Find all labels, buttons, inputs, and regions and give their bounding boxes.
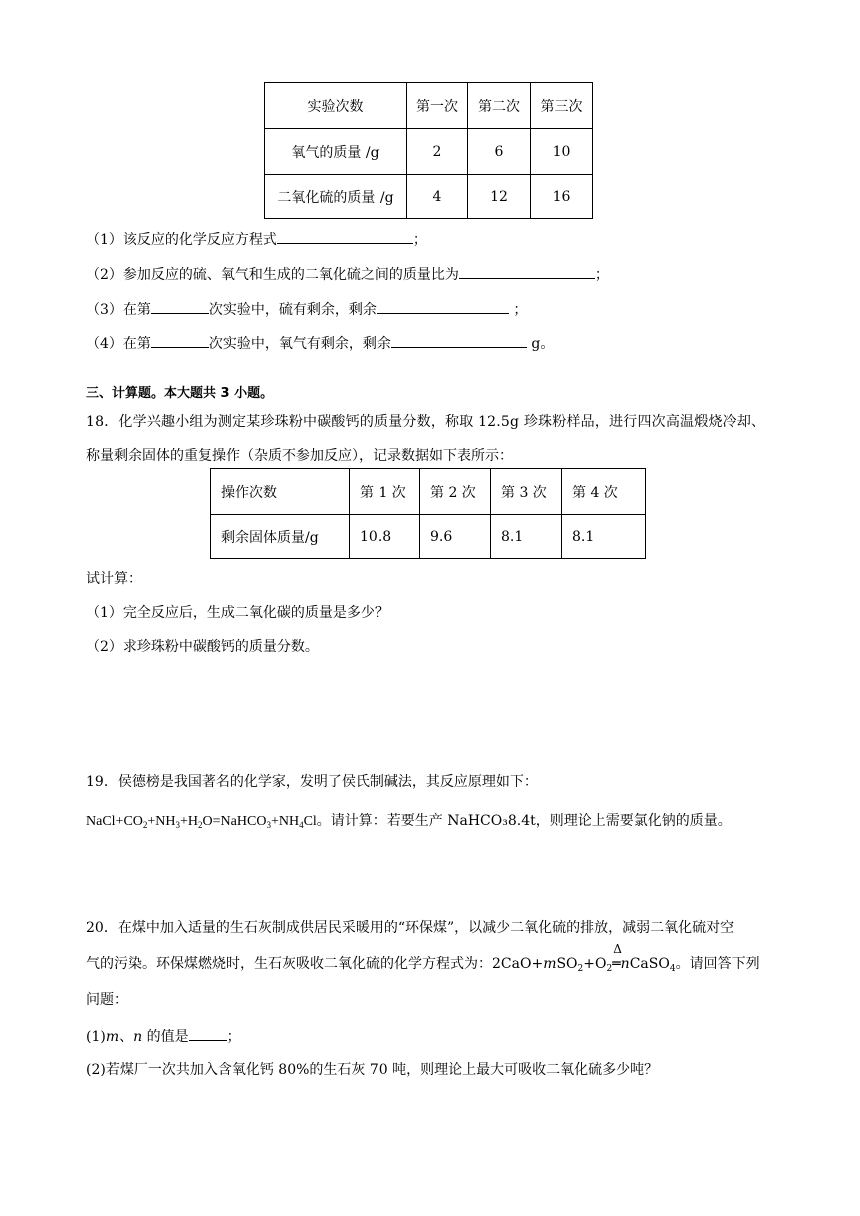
table-header-cell: 第二次 <box>468 83 531 129</box>
q18-try-calc: 试计算： <box>86 571 142 587</box>
experiment-table <box>264 82 593 219</box>
table-header-cell: 实验次数 <box>265 83 407 129</box>
chemical-equation: $NaCl+CO_2+NH_3+H_2O=NaHCO_3+NH_4Cl$ <box>86 814 317 830</box>
table-cell: 9.6 <box>420 515 491 559</box>
table-cell: 4 <box>407 175 468 219</box>
answer-blank[interactable] <box>459 263 595 279</box>
table-header-cell: 第 3 次 <box>491 469 562 515</box>
table-header-cell: 操作次数 <box>211 469 350 515</box>
table-header-cell: 第 1 次 <box>350 469 420 515</box>
answer-blank[interactable] <box>391 332 527 348</box>
table-cell: 氧气的质量 /g <box>265 129 407 175</box>
q17-part4 <box>86 332 554 353</box>
table-header-cell: 第一次 <box>407 83 468 129</box>
q20-part2: (2)若煤厂一次共加入含氧化钙 80%的生石灰 70 吨，则理论上最大可吸收二氧化硫多少吨？ <box>86 1062 659 1078</box>
question-text: 次实验中，氧气有剩余，剩余 <box>208 336 391 352</box>
q17-part3 <box>86 298 527 319</box>
question-text: （2）参加反应的硫、氧气和生成的二氧化硫之间的质量比为 <box>86 267 459 283</box>
delta-symbol: Δ <box>613 942 622 956</box>
question-text: g。 <box>526 336 555 352</box>
q19-text-line1: 19．侯德榜是我国著名的化学家，发明了侯氏制碱法，其反应原理如下： <box>86 774 538 790</box>
question-text: （3）在第 <box>86 302 151 318</box>
question-text: ； <box>508 302 528 318</box>
table-cell: 2 <box>407 129 468 175</box>
table-header-cell: 第 2 次 <box>420 469 491 515</box>
q18-text-line1: 18．化学兴趣小组为测定某珍珠粉中碳酸钙的质量分数，称取 12.5g 珍珠粉样品，进行四次高温煅烧冷却、 <box>86 414 766 430</box>
calcination-table <box>210 468 646 559</box>
heat-reaction-sign: Δ ═ <box>612 942 622 972</box>
table-cell: 8.1 <box>491 515 562 559</box>
table-cell: 6 <box>468 129 531 175</box>
table-cell: 10.8 <box>350 515 420 559</box>
question-text: ； <box>412 232 427 248</box>
q20-text-line2: 气的污染。环保煤燃烧时，生石灰吸收二氧化硫的化学方程式为：$2CaO+mSO_2+O_2$ Δ ═nCaSO$_4$。请回答下列 <box>86 942 760 974</box>
question-text: ； <box>594 267 609 283</box>
answer-blank[interactable] <box>151 298 209 314</box>
q20-text-line3: 问题： <box>86 992 128 1008</box>
table-cell: 10 <box>531 129 593 175</box>
section-title: 三、计算题。本大题共 3 小题。 <box>86 386 274 401</box>
table-header-cell: 第 4 次 <box>562 469 646 515</box>
q18-text-line2: 称量剩余固体的重复操作（杂质不参加反应），记录数据如下表所示： <box>86 448 513 464</box>
q18-part1: （1）完全反应后，生成二氧化碳的质量是多少？ <box>86 605 389 621</box>
table-cell: 8.1 <box>562 515 646 559</box>
q20-part1: (1)m、n 的值是 ； <box>86 1025 241 1046</box>
table-cell: 剩余固体质量/g <box>211 515 350 559</box>
table-cell: 二氧化硫的质量 /g <box>265 175 407 219</box>
q19-text-line2 <box>86 810 732 830</box>
q17-part1 <box>86 228 427 249</box>
table-cell: 12 <box>468 175 531 219</box>
question-text: （1）该反应的化学反应方程式 <box>86 232 277 248</box>
table-header-cell: 第三次 <box>531 83 593 129</box>
table-cell: 16 <box>531 175 593 219</box>
q20-text-line1: 20．在煤中加入适量的生石灰制成供居民采暖用的“环保煤”，以减少二氧化硫的排放，减弱二氧化硫对空 <box>86 920 735 936</box>
answer-blank[interactable] <box>277 228 413 244</box>
answer-blank[interactable] <box>189 1025 227 1041</box>
question-text: 次实验中，硫有剩余，剩余 <box>208 302 377 318</box>
question-text: 。请计算：若要生产 NaHCO₃8.4t，则理论上需要氯化钠的质量。 <box>316 813 732 829</box>
q18-part2: （2）求珍珠粉中碳酸钙的质量分数。 <box>86 639 319 655</box>
answer-blank[interactable] <box>151 332 209 348</box>
question-text: （4）在第 <box>86 336 151 352</box>
answer-blank[interactable] <box>377 298 509 314</box>
q17-part2 <box>86 263 609 284</box>
